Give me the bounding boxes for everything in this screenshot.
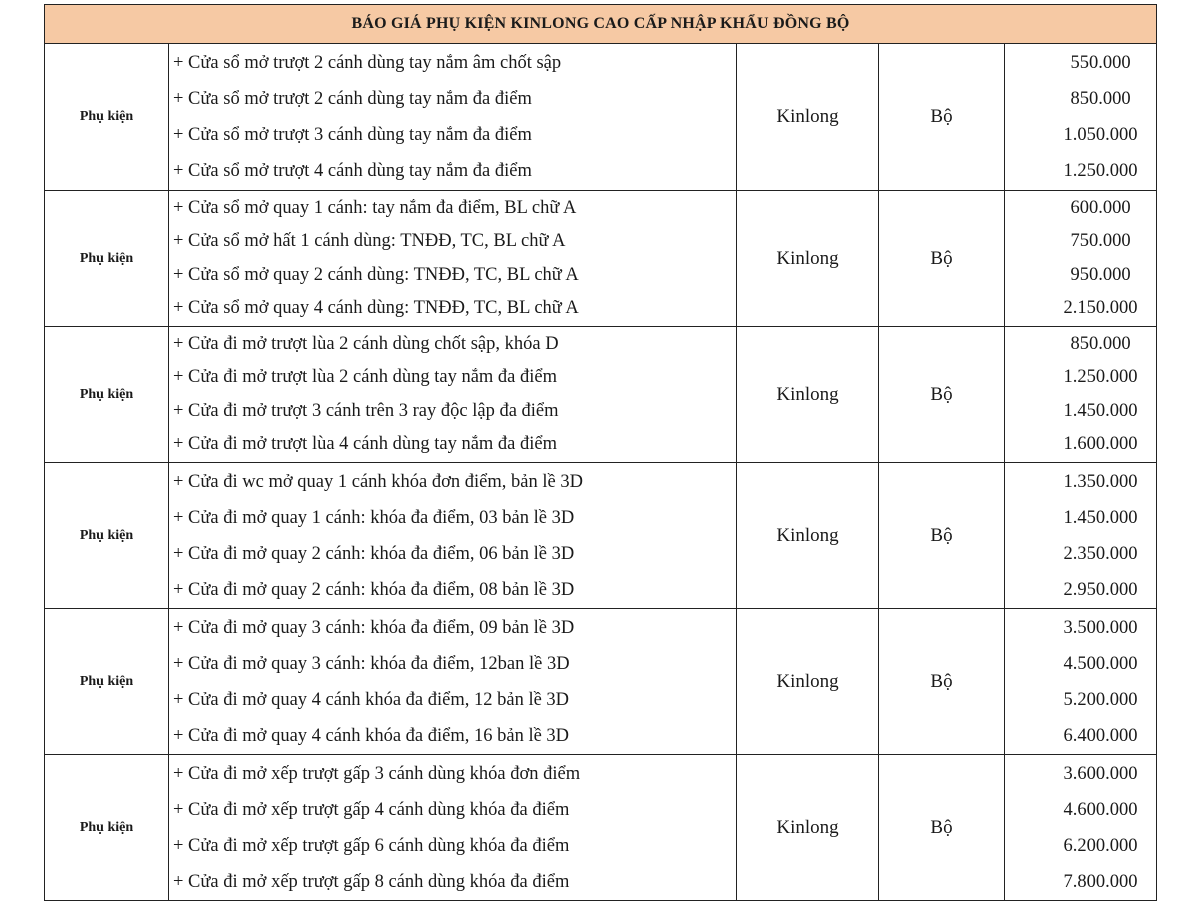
item-name: + Cửa đi mở quay 3 cánh: khóa đa điểm, 09 bản lề 3D <box>173 617 575 638</box>
category-cell: Phụ kiện <box>45 44 169 191</box>
item-price: 1.050.000 <box>1063 125 1138 145</box>
item-name: + Cửa sổ mở trượt 3 cánh dùng tay nắm đa điểm <box>173 125 532 145</box>
prices-cell <box>1005 44 1157 191</box>
item-name: + Cửa đi mở quay 1 cánh: khóa đa điểm, 03 bản lề 3D <box>173 507 575 528</box>
item-name: + Cửa sổ mở hất 1 cánh dùng: TNĐĐ, TC, BL chữ A <box>173 231 566 251</box>
item-name: + Cửa đi wc mở quay 1 cánh khóa đơn điểm, bản lề 3D <box>173 471 583 492</box>
item-price: 3.500.000 <box>1063 617 1138 638</box>
item-name: + Cửa sổ mở trượt 2 cánh dùng tay nắm đa điểm <box>173 88 532 109</box>
brand-cell: Kinlong <box>737 463 879 609</box>
item-name: + Cửa đi mở quay 2 cánh: khóa đa điểm, 06 bản lề 3D <box>173 543 575 564</box>
item-name: + Cửa đi mở xếp trượt gấp 8 cánh dùng khóa đa điểm <box>173 871 570 892</box>
item-price: 6.400.000 <box>1063 725 1138 746</box>
title-row <box>45 5 1157 44</box>
unit-cell: Bộ <box>879 755 1005 901</box>
unit-cell: Bộ <box>879 609 1005 755</box>
item-name: + Cửa sổ mở quay 1 cánh: tay nắm đa điểm, BL chữ A <box>173 197 577 218</box>
item-price: 4.600.000 <box>1063 799 1138 820</box>
item-price: 600.000 <box>1070 197 1131 218</box>
item-name: + Cửa đi mở trượt lùa 2 cánh dùng chốt sập, khóa D <box>173 333 559 354</box>
category-cell: Phụ kiện <box>45 191 169 327</box>
table-title: BÁO GIÁ PHỤ KIỆN KINLONG CAO CẤP NHẬP KHẨU ĐỒNG BỘ <box>45 5 1157 44</box>
item-name: + Cửa đi mở quay 4 cánh khóa đa điểm, 16 bản lề 3D <box>173 725 570 746</box>
category-cell: Phụ kiện <box>45 755 169 901</box>
group-row <box>45 609 1157 755</box>
items-cell <box>169 327 737 463</box>
brand-cell: Kinlong <box>737 755 879 901</box>
category-cell: Phụ kiện <box>45 463 169 609</box>
prices-cell <box>1005 755 1157 901</box>
item-name: + Cửa đi mở quay 4 cánh khóa đa điểm, 12 bản lề 3D <box>173 689 570 710</box>
item-name: + Cửa đi mở quay 3 cánh: khóa đa điểm, 12ban lề 3D <box>173 653 570 674</box>
item-price: 2.350.000 <box>1063 543 1138 564</box>
item-price: 7.800.000 <box>1063 871 1138 892</box>
items-cell <box>169 609 737 755</box>
item-price: 3.600.000 <box>1063 763 1138 784</box>
item-price: 550.000 <box>1070 52 1131 73</box>
item-name: + Cửa đi mở xếp trượt gấp 6 cánh dùng khóa đa điểm <box>173 835 570 856</box>
group-row <box>45 463 1157 609</box>
prices-cell <box>1005 609 1157 755</box>
items-cell <box>169 755 737 901</box>
prices-cell <box>1005 463 1157 609</box>
item-price: 1.450.000 <box>1063 400 1138 421</box>
item-name: + Cửa sổ mở quay 2 cánh dùng: TNĐĐ, TC, BL chữ A <box>173 264 579 285</box>
group-row <box>45 327 1157 463</box>
item-price: 850.000 <box>1070 333 1131 354</box>
item-name: + Cửa sổ mở trượt 4 cánh dùng tay nắm đa điểm <box>173 161 532 182</box>
item-name: + Cửa đi mở trượt lùa 2 cánh dùng tay nắm đa điểm <box>173 367 558 387</box>
item-name: + Cửa đi mở xếp trượt gấp 3 cánh dùng khóa đơn điểm <box>173 763 581 784</box>
items-cell <box>169 191 737 327</box>
item-price: 1.450.000 <box>1063 507 1138 528</box>
item-price: 1.600.000 <box>1063 434 1138 454</box>
unit-cell: Bộ <box>879 327 1005 463</box>
brand-cell: Kinlong <box>737 327 879 463</box>
item-name: + Cửa đi mở trượt lùa 4 cánh dùng tay nắm đa điểm <box>173 434 558 454</box>
category-cell: Phụ kiện <box>45 327 169 463</box>
brand-cell: Kinlong <box>737 44 879 191</box>
price-table <box>44 4 1157 901</box>
brand-cell: Kinlong <box>737 191 879 327</box>
unit-cell: Bộ <box>879 191 1005 327</box>
item-price: 1.350.000 <box>1063 471 1138 492</box>
item-price: 1.250.000 <box>1063 161 1138 182</box>
item-name: + Cửa đi mở quay 2 cánh: khóa đa điểm, 08 bản lề 3D <box>173 579 575 600</box>
item-name: + Cửa đi mở xếp trượt gấp 4 cánh dùng khóa đa điểm <box>173 799 570 820</box>
items-cell <box>169 463 737 609</box>
item-price: 2.950.000 <box>1063 579 1138 600</box>
prices-cell <box>1005 327 1157 463</box>
category-cell: Phụ kiện <box>45 609 169 755</box>
group-row <box>45 44 1157 191</box>
group-row <box>45 755 1157 901</box>
item-price: 1.250.000 <box>1063 367 1138 387</box>
item-price: 5.200.000 <box>1063 689 1138 710</box>
brand-cell: Kinlong <box>737 609 879 755</box>
item-price: 2.150.000 <box>1063 298 1138 318</box>
item-name: + Cửa sổ mở quay 4 cánh dùng: TNĐĐ, TC, BL chữ A <box>173 298 579 318</box>
price-sheet <box>44 4 1156 901</box>
prices-cell <box>1005 191 1157 327</box>
item-name: + Cửa sổ mở trượt 2 cánh dùng tay nắm âm chốt sập <box>173 52 562 73</box>
item-price: 850.000 <box>1070 88 1131 109</box>
items-cell <box>169 44 737 191</box>
item-price: 4.500.000 <box>1063 653 1138 674</box>
unit-cell: Bộ <box>879 463 1005 609</box>
group-row <box>45 191 1157 327</box>
item-name: + Cửa đi mở trượt 3 cánh trên 3 ray độc lập đa điểm <box>173 400 559 421</box>
item-price: 6.200.000 <box>1063 835 1138 856</box>
item-price: 950.000 <box>1070 264 1131 285</box>
unit-cell: Bộ <box>879 44 1005 191</box>
item-price: 750.000 <box>1070 231 1131 251</box>
